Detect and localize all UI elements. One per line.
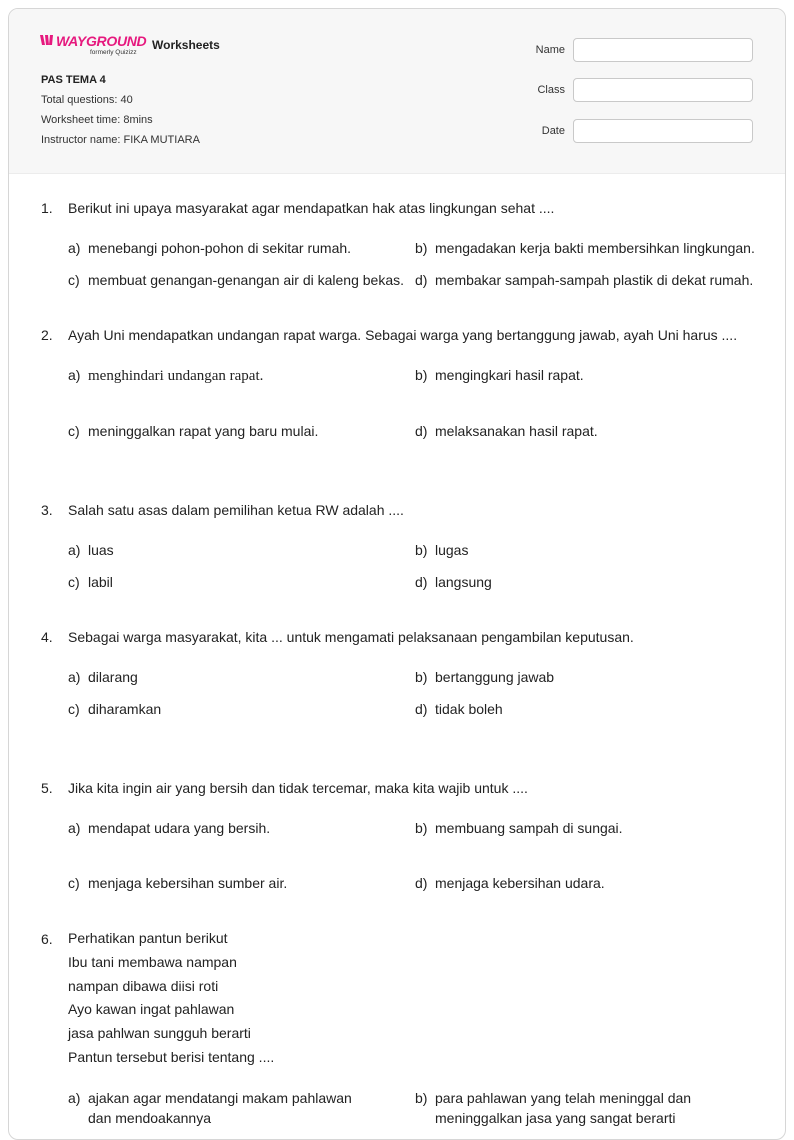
question-number: 2. (41, 327, 53, 343)
worksheet-header (9, 9, 785, 174)
question-number: 1. (41, 200, 53, 216)
option-text: ajakan agar mendatangi makam pahlawan dan mendoakannya (88, 1090, 352, 1126)
class-field[interactable] (573, 78, 753, 102)
option-text: membuat genangan-genangan air di kaleng bekas. (88, 272, 405, 288)
worksheet-time: Worksheet time: 8mins (41, 114, 153, 126)
option-text: menjaga kebersihan sumber air. (88, 875, 288, 891)
option-text: tidak boleh (435, 701, 503, 717)
option-b[interactable]: b) membuang sampah di sungai. (415, 820, 623, 836)
name-field[interactable] (573, 38, 753, 62)
option-text: mengingkari hasil rapat. (435, 367, 584, 383)
poem-line: Ibu tani membawa nampan (68, 953, 237, 970)
option-d[interactable]: d) langsung (415, 574, 492, 590)
name-label: Name (535, 44, 565, 56)
poem-line: Pantun tersebut berisi tentang .... (68, 1048, 275, 1065)
poem-line: nampan dibawa diisi roti (68, 977, 219, 994)
option-a[interactable]: a) dilarang (68, 669, 138, 685)
worksheet-page (8, 8, 786, 1140)
question-number: 6. (41, 931, 53, 947)
question-text: Ayah Uni mendapatkan undangan rapat warga. Sebagai warga yang bertanggung jawab, ayah Uni harus .... (68, 327, 738, 343)
option-text: langsung (435, 574, 492, 590)
option-b[interactable]: b) mengingkari hasil rapat. (415, 367, 584, 383)
option-a[interactable]: a) ajakan agar mendatangi makam pahlawan dan mendoakannya (68, 1088, 368, 1128)
option-b[interactable]: b) mengadakan kerja bakti membersihkan lingkungan. (415, 240, 755, 256)
option-text: membakar sampah-sampah plastik di dekat rumah. (435, 272, 754, 288)
date-field[interactable] (573, 119, 753, 143)
wayground-logo-icon (40, 34, 56, 46)
option-c[interactable]: c) menjaga kebersihan sumber air. (68, 875, 288, 891)
option-text: meninggalkan rapat yang baru mulai. (88, 423, 319, 439)
question-text: Berikut ini upaya masyarakat agar mendapatkan hak atas lingkungan sehat .... (68, 200, 555, 216)
option-text: mendapat udara yang bersih. (88, 820, 271, 836)
instructor-name: Instructor name: FIKA MUTIARA (41, 134, 200, 146)
question-text: Jika kita ingin air yang bersih dan tidak tercemar, maka kita wajib untuk .... (68, 780, 528, 796)
option-d[interactable]: d) menjaga kebersihan udara. (415, 875, 605, 891)
poem-line: jasa pahlwan sungguh berarti (68, 1025, 251, 1042)
option-text: menjaga kebersihan udara. (435, 875, 605, 891)
option-text: labil (88, 574, 113, 590)
option-text: lugas (435, 542, 469, 558)
poem-line: Ayo kawan ingat pahlawan (68, 1001, 235, 1018)
option-d[interactable]: d) tidak boleh (415, 701, 503, 717)
total-questions: Total questions: 40 (41, 94, 133, 106)
option-d[interactable]: d) membakar sampah-sampah plastik di dekat rumah. (415, 272, 754, 288)
class-label: Class (537, 84, 565, 96)
option-text: mengadakan kerja bakti membersihkan lingkungan. (435, 240, 755, 256)
question-number: 4. (41, 629, 53, 645)
question-number: 5. (41, 780, 53, 796)
option-text: luas (88, 542, 114, 558)
option-text: menebangi pohon-pohon di sekitar rumah. (88, 240, 352, 256)
option-text: diharamkan (88, 701, 162, 717)
product-name: Worksheets (152, 38, 220, 52)
option-text: para pahlawan yang telah meninggal dan meninggalkan jasa yang sangat berarti (435, 1090, 692, 1126)
option-text: bertanggung jawab (435, 669, 555, 685)
option-a[interactable]: a) menghindari undangan rapat. (68, 367, 264, 384)
poem-line: Perhatikan pantun berikut (68, 930, 228, 946)
option-a[interactable]: a) mendapat udara yang bersih. (68, 820, 271, 836)
option-text: melaksanakan hasil rapat. (435, 423, 598, 439)
date-label: Date (541, 125, 565, 137)
option-c[interactable]: c) meninggalkan rapat yang baru mulai. (68, 423, 319, 439)
option-a[interactable]: a) luas (68, 542, 114, 558)
option-c[interactable]: c) membuat genangan-genangan air di kaleng bekas. (68, 272, 405, 288)
question-number: 3. (41, 502, 53, 518)
option-text: menghindari undangan rapat. (88, 368, 264, 384)
worksheet-title: PAS TEMA 4 (41, 74, 106, 86)
option-b[interactable]: b) lugas (415, 542, 469, 558)
option-a[interactable]: a) menebangi pohon-pohon di sekitar rumah. (68, 240, 352, 256)
option-c[interactable]: c) diharamkan (68, 701, 162, 717)
question-text: Salah satu asas dalam pemilihan ketua RW adalah .... (68, 502, 404, 518)
option-text: membuang sampah di sungai. (435, 820, 623, 836)
option-text: dilarang (88, 669, 138, 685)
option-c[interactable]: c) labil (68, 574, 113, 590)
logo-subtitle: formerly Quizizz (90, 49, 137, 56)
logo-text: WAYGROUND (56, 33, 147, 49)
option-b[interactable]: b) bertanggung jawab (415, 669, 555, 685)
question-text: Sebagai warga masyarakat, kita ... untuk mengamati pelaksanaan pengambilan keputusan. (68, 629, 634, 645)
option-d[interactable]: d) melaksanakan hasil rapat. (415, 423, 598, 439)
option-b[interactable]: b) para pahlawan yang telah meninggal dan meninggalkan jasa yang sangat berarti (415, 1088, 715, 1128)
wayground-logo (40, 31, 147, 59)
question-text (68, 927, 274, 1070)
